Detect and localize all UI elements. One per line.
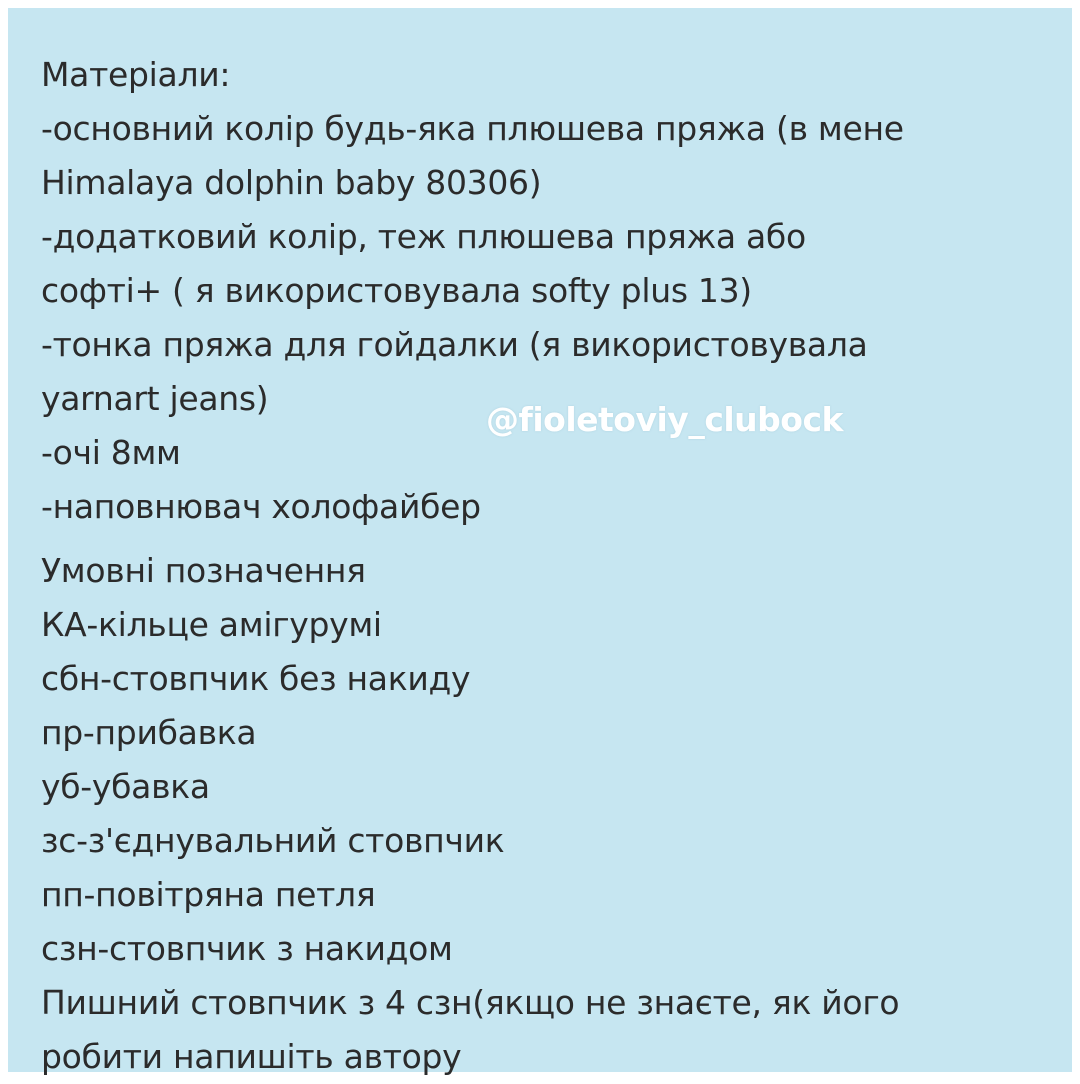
- legend-line: сбн-стовпчик без накиду: [41, 659, 471, 698]
- watermark-handle: @fioletoviy_clubock: [486, 400, 843, 439]
- legend-line: пп-повітряна петля: [41, 875, 376, 914]
- materials-line: -наповнювач холофайбер: [41, 487, 481, 526]
- materials-line: -тонка пряжа для гойдалки (я використовувала: [41, 325, 868, 364]
- legend-line: робити напишіть автору: [41, 1037, 462, 1076]
- legend-line: зс-з'єднувальний стовпчик: [41, 821, 505, 860]
- section-divider: [41, 534, 1051, 544]
- legend-line: КА-кільце амігурумі: [41, 605, 382, 644]
- legend-line: Пишний стовпчик з 4 сзн(якщо не знаєте, як його: [41, 983, 900, 1022]
- materials-line: yarnart jeans): [41, 379, 269, 418]
- legend-line: сзн-стовпчик з накидом: [41, 929, 453, 968]
- legend-heading: Умовні позначення: [41, 551, 366, 590]
- text-block: [41, 48, 1051, 1084]
- legend-line: пр-прибавка: [41, 713, 257, 752]
- materials-line: -основний колір будь-яка плюшева пряжа (в мене: [41, 109, 904, 148]
- materials-line: Himalaya dolphin baby 80306): [41, 163, 542, 202]
- materials-line: -очі 8мм: [41, 433, 181, 472]
- content-card: [8, 8, 1072, 1076]
- materials-line: софті+ ( я використовувала softy plus 13): [41, 271, 752, 310]
- materials-heading: Матеріали:: [41, 55, 231, 94]
- materials-line: -додатковий колір, теж плюшева пряжа або: [41, 217, 806, 256]
- legend-line: уб-убавка: [41, 767, 210, 806]
